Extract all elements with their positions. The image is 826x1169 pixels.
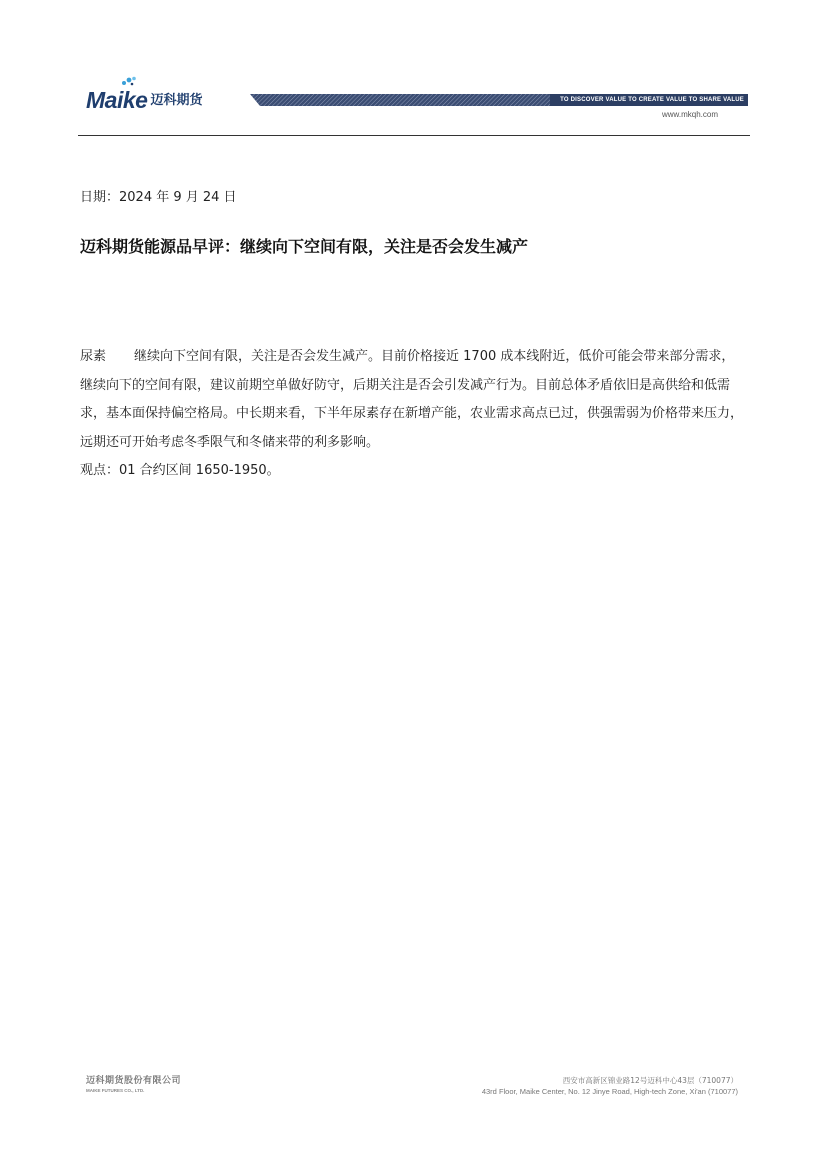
header-tagline: TO DISCOVER VALUE TO CREATE VALUE TO SHARE VALUE (560, 97, 744, 103)
footer-company (86, 1076, 181, 1094)
footer-company-en: MAIKE FUTURES CO., LTD. (86, 1088, 145, 1093)
body-paragraph (80, 343, 744, 457)
footer-address-en: 43rd Floor, Maike Center, No. 12 Jinye Road, High-tech Zone, Xi'an (710077) (481, 1087, 738, 1096)
footer-address-cn: 西安市高新区锦业路12号迈科中心43层（710077） (562, 1076, 738, 1085)
category-label: 尿素 (80, 349, 107, 364)
website-url: www.mkqh.com (661, 110, 718, 119)
company-logo (86, 84, 202, 112)
report-title: 迈科期货能源品早评：继续向下空间有限，关注是否会发生减产 (80, 237, 529, 256)
logo-wordmark: Maike (86, 87, 148, 113)
body-text: 继续向下空间有限，关注是否会发生减产。目前价格接近 1700 成本线附近，低价可能会带来部分需求，继续向下的空间有限，建议前期空单做好防守，后期关注是否会引发减产行为。目前总体矛盾依旧是高供给和低需求，基本面保持偏空格局。中长期来看，下半年尿素存在新增产能，农业需求高点已过，供强需弱为价格带来压力，远期还可开始考虑冬季限气和冬储来带的利多影响。 (80, 349, 744, 450)
header-divider (78, 135, 750, 136)
footer-address (482, 1075, 738, 1097)
report-content (80, 343, 744, 486)
logo-chinese-name: 迈科期货 (150, 93, 203, 108)
logo-dots-icon (120, 76, 140, 86)
report-date: 日期：2024 年 9 月 24 日 (80, 190, 237, 205)
viewpoint: 观点：01 合约区间 1650-1950。 (80, 463, 280, 478)
footer-company-cn: 迈科期货股份有限公司 (86, 1076, 182, 1086)
